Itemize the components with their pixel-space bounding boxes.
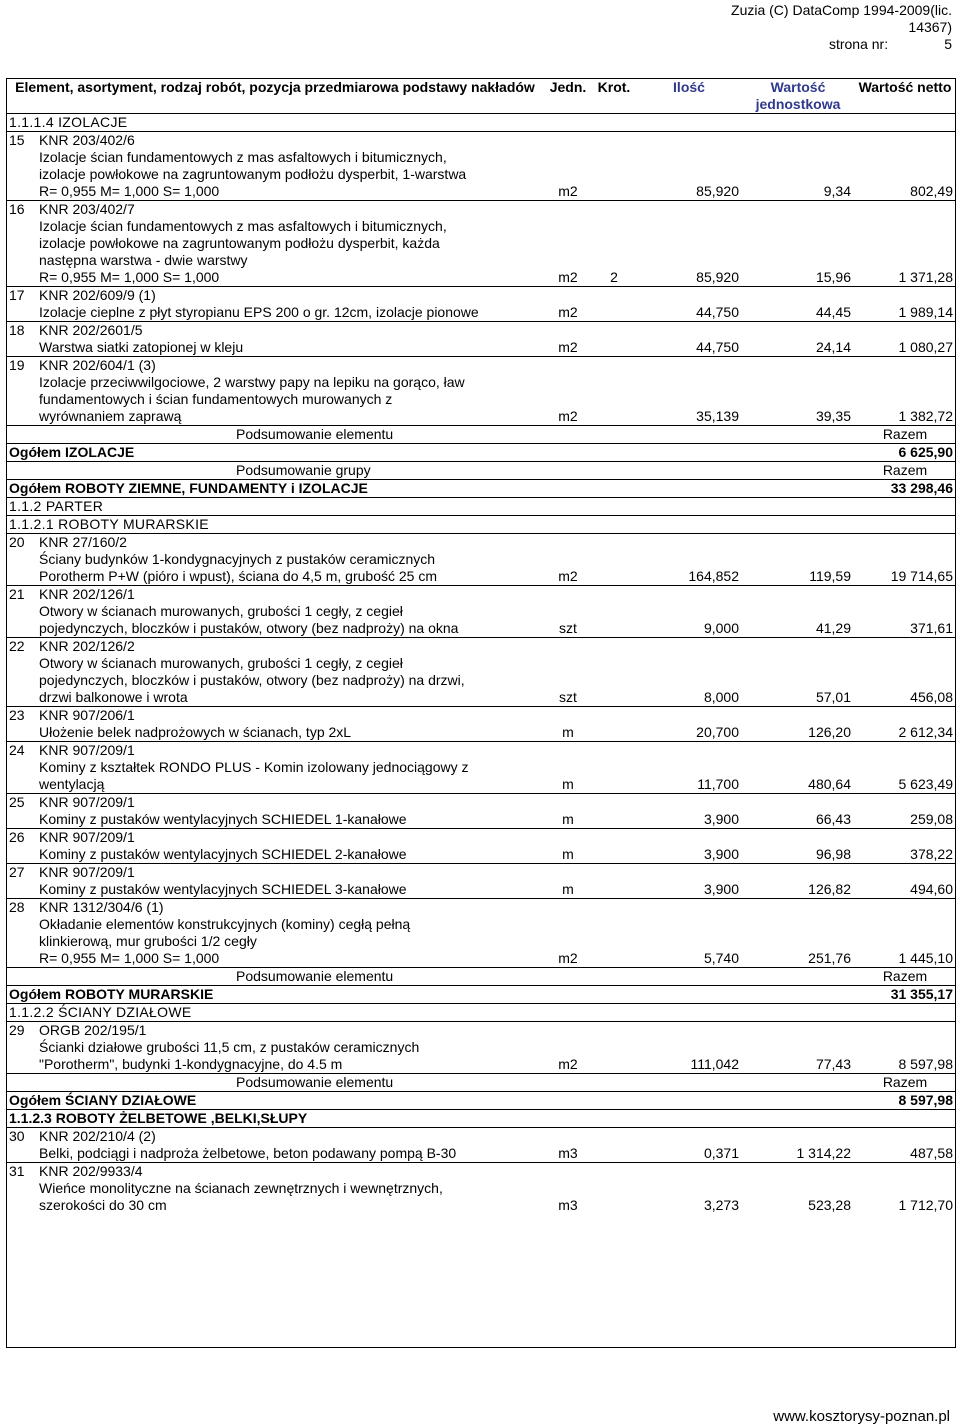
section-heading-row (6, 1004, 956, 1022)
multiplier-cell (592, 132, 636, 201)
unit-cell: m2 (544, 287, 592, 322)
net-value-cell: 802,49 (854, 132, 956, 201)
multiplier-cell (592, 707, 636, 742)
quantity-cell: 3,900 (636, 864, 742, 899)
unit-cell: m2 (544, 132, 592, 201)
unit-cell: m (544, 742, 592, 794)
quantity-cell: 3,900 (636, 794, 742, 829)
description-line: Ścianki działowe grubości 11,5 cm, z pustaków ceramicznych (39, 1039, 420, 1055)
summary-right-label: Razem (854, 462, 956, 480)
total-label: Ogółem IZOLACJE (6, 444, 854, 462)
table-row (6, 1128, 956, 1163)
net-value-cell: 1 382,72 (854, 357, 956, 426)
table-row (6, 829, 956, 864)
description-line: Ściany budynków 1-kondygnacyjnych z pustaków ceramicznych (39, 551, 436, 567)
norm-code: KNR 907/209/1 (39, 794, 135, 810)
position-number: 17 (6, 287, 36, 322)
description-line: Porotherm P+W (pióro i wpust), ściana do 4,5 m, grubość 25 cm (39, 568, 437, 584)
position-number: 25 (6, 794, 36, 829)
description-line: Izolacje ścian fundamentowych z mas asfaltowych i bitumicznych, (39, 149, 447, 165)
page-header (731, 2, 952, 53)
net-value-cell: 1 445,10 (854, 899, 956, 968)
multiplier-cell (592, 1022, 636, 1074)
section-heading-row (6, 498, 956, 516)
net-value-cell: 371,61 (854, 586, 956, 638)
col-unit-price: Wartość jednostkowa (742, 79, 854, 114)
position-description (36, 1163, 544, 1215)
summary-spacer (544, 426, 854, 444)
table-row (6, 132, 956, 201)
norm-code: KNR 202/2601/5 (39, 322, 143, 338)
position-description (36, 322, 544, 357)
summary-right-label: Razem (854, 1074, 956, 1092)
unit-cell: m2 (544, 1022, 592, 1074)
net-value-cell: 1 371,28 (854, 201, 956, 287)
table-row (6, 534, 956, 586)
quantity-cell: 3,900 (636, 829, 742, 864)
norm-code: KNR 202/126/2 (39, 638, 135, 654)
total-value: 6 625,90 (854, 444, 956, 462)
description-line: izolacje powłokowe na zagruntowanym podłożu dysperbit, każda (39, 235, 440, 251)
position-number: 24 (6, 742, 36, 794)
net-value-cell: 1 080,27 (854, 322, 956, 357)
position-number: 30 (6, 1128, 36, 1163)
total-value: 31 355,17 (854, 986, 956, 1004)
multiplier-cell (592, 586, 636, 638)
multiplier-cell (592, 287, 636, 322)
table-row (6, 638, 956, 707)
net-value-cell: 378,22 (854, 829, 956, 864)
col-krot: Krot. (592, 79, 636, 114)
description-line: Kominy z kształtek RONDO PLUS - Komin izolowany jednociągowy z (39, 759, 469, 775)
description-line: Wieńce monolityczne na ścianach zewnętrznych i wewnętrznych, (39, 1180, 443, 1196)
net-value-cell: 456,08 (854, 638, 956, 707)
table-row (6, 201, 956, 287)
total-row (6, 1092, 956, 1110)
summary-row (6, 462, 956, 480)
quantity-cell: 44,750 (636, 287, 742, 322)
total-label: Ogółem ŚCIANY DZIAŁOWE (6, 1092, 854, 1110)
table-row (6, 1163, 956, 1215)
unit-price-cell: 9,34 (742, 132, 854, 201)
description-line: pojedynczych, bloczków i pustaków, otwory (bez nadproży) na okna (39, 620, 459, 636)
section-heading: 1.1.2.2 ŚCIANY DZIAŁOWE (6, 1004, 956, 1022)
multiplier-cell: 2 (592, 201, 636, 287)
position-description (36, 357, 544, 426)
table-row (6, 707, 956, 742)
description-line: pojedynczych, bloczków i pustaków, otwory (bez nadproży) na drzwi, (39, 672, 465, 688)
table-row (6, 322, 956, 357)
norm-code: KNR 202/604/1 (3) (39, 357, 156, 373)
unit-price-cell: 77,43 (742, 1022, 854, 1074)
norm-code: KNR 202/609/9 (1) (39, 287, 156, 303)
description-line: Kominy z pustaków wentylacyjnych SCHIEDEL 1-kanałowe (39, 811, 407, 827)
unit-price-cell: 44,45 (742, 287, 854, 322)
unit-price-cell: 96,98 (742, 829, 854, 864)
norm-code: KNR 27/160/2 (39, 534, 127, 550)
multiplier-cell (592, 534, 636, 586)
description-line: Otwory w ścianach murowanych, grubości 1 cegły, z cegieł (39, 603, 403, 619)
position-description (36, 534, 544, 586)
position-number: 26 (6, 829, 36, 864)
description-line: Izolacje cieplne z płyt styropianu EPS 200 o gr. 12cm, izolacje pionowe (39, 304, 479, 320)
position-description (36, 1128, 544, 1163)
description-line: R= 0,955 M= 1,000 S= 1,000 (39, 950, 220, 966)
position-description (36, 794, 544, 829)
unit-price-cell: 126,82 (742, 864, 854, 899)
norm-code: KNR 907/209/1 (39, 829, 135, 845)
multiplier-cell (592, 864, 636, 899)
position-number: 27 (6, 864, 36, 899)
page-label: strona nr: (828, 36, 889, 52)
unit-cell: m2 (544, 534, 592, 586)
norm-code: KNR 203/402/7 (39, 201, 135, 217)
position-description (36, 829, 544, 864)
multiplier-cell (592, 638, 636, 707)
total-label: Ogółem ROBOTY MURARSKIE (6, 986, 854, 1004)
position-number: 15 (6, 132, 36, 201)
unit-price-cell: 66,43 (742, 794, 854, 829)
position-number: 28 (6, 899, 36, 968)
position-description (36, 864, 544, 899)
unit-price-cell: 126,20 (742, 707, 854, 742)
summary-label: Podsumowanie elementu (6, 426, 544, 444)
description-line: izolacje powłokowe na zagruntowanym podłożu dysperbit, 1-warstwa (39, 166, 467, 182)
quantity-cell: 3,273 (636, 1163, 742, 1215)
summary-row (6, 968, 956, 986)
quantity-cell: 20,700 (636, 707, 742, 742)
description-line: fundamentowych i ścian fundamentowych murowanych z (39, 391, 393, 407)
summary-row (6, 1074, 956, 1092)
description-line: Belki, podciągi i nadproża żelbetowe, beton podawany pompą B-30 (39, 1145, 457, 1161)
description-line: szerokości do 30 cm (39, 1197, 167, 1213)
description-line: Otwory w ścianach murowanych, grubości 1 cegły, z cegieł (39, 655, 403, 671)
net-value-cell: 8 597,98 (854, 1022, 956, 1074)
position-description (36, 638, 544, 707)
position-description (36, 899, 544, 968)
net-value-cell: 1 712,70 (854, 1163, 956, 1215)
total-row (6, 444, 956, 462)
norm-code: KNR 907/209/1 (39, 864, 135, 880)
description-line: Okładanie elementów konstrukcyjnych (kominy) cegłą pełną (39, 916, 411, 932)
net-value-cell: 5 623,49 (854, 742, 956, 794)
position-description (36, 586, 544, 638)
table-row (6, 864, 956, 899)
norm-code: KNR 202/9933/4 (39, 1163, 143, 1179)
quantity-cell: 85,920 (636, 132, 742, 201)
multiplier-cell (592, 1128, 636, 1163)
norm-code: KNR 203/402/6 (39, 132, 135, 148)
net-value-cell: 1 989,14 (854, 287, 956, 322)
quantity-cell: 35,139 (636, 357, 742, 426)
unit-cell: m (544, 829, 592, 864)
description-line: drzwi balkonowe i wrota (39, 689, 188, 705)
description-line: Kominy z pustaków wentylacyjnych SCHIEDEL 2-kanałowe (39, 846, 407, 862)
quantity-cell: 8,000 (636, 638, 742, 707)
summary-label: Podsumowanie elementu (6, 1074, 544, 1092)
unit-price-cell: 24,14 (742, 322, 854, 357)
summary-row (6, 426, 956, 444)
unit-price-cell: 480,64 (742, 742, 854, 794)
description-line: klinkierową, mur grubości 1/2 cegły (39, 933, 257, 949)
quantity-cell: 85,920 (636, 201, 742, 287)
total-row (6, 480, 956, 498)
unit-price-cell: 251,76 (742, 899, 854, 968)
table-row (6, 287, 956, 322)
position-description (36, 201, 544, 287)
unit-cell: m2 (544, 322, 592, 357)
column-header-row (6, 79, 956, 114)
cost-table (6, 78, 956, 1214)
position-number: 21 (6, 586, 36, 638)
multiplier-cell (592, 899, 636, 968)
description-line: następna warstwa - dwie warstwy (39, 252, 248, 268)
summary-right-label: Razem (854, 426, 956, 444)
unit-cell: m2 (544, 201, 592, 287)
summary-label: Podsumowanie grupy (6, 462, 544, 480)
position-description (36, 707, 544, 742)
unit-cell: szt (544, 586, 592, 638)
col-net: Wartość netto (854, 79, 956, 114)
section-heading-row (6, 516, 956, 534)
description-line: R= 0,955 M= 1,000 S= 1,000 (39, 269, 220, 285)
position-number: 29 (6, 1022, 36, 1074)
unit-cell: m3 (544, 1163, 592, 1215)
description-line: Izolacje przeciwwilgociowe, 2 warstwy papy na lepiku na gorąco, ław (39, 374, 465, 390)
summary-spacer (544, 968, 854, 986)
multiplier-cell (592, 742, 636, 794)
summary-right-label: Razem (854, 968, 956, 986)
position-description (36, 287, 544, 322)
position-number: 19 (6, 357, 36, 426)
net-value-cell: 494,60 (854, 864, 956, 899)
position-description (36, 742, 544, 794)
section-heading-row (6, 1110, 956, 1128)
quantity-cell: 9,000 (636, 586, 742, 638)
position-description (36, 1022, 544, 1074)
position-number: 20 (6, 534, 36, 586)
description-line: Ułożenie belek nadprożowych w ścianach, typ 2xL (39, 724, 352, 740)
section-heading: 1.1.1.4 IZOLACJE (6, 114, 956, 132)
unit-cell: m (544, 794, 592, 829)
quantity-cell: 11,700 (636, 742, 742, 794)
summary-spacer (544, 1074, 854, 1092)
page-number: 5 (944, 36, 952, 52)
net-value-cell: 2 612,34 (854, 707, 956, 742)
col-desc: Element, asortyment, rodzaj robót, pozycja przedmiarowa podstawy nakładów (6, 79, 544, 114)
norm-code: KNR 202/210/4 (2) (39, 1128, 156, 1144)
unit-price-cell: 523,28 (742, 1163, 854, 1215)
norm-code: KNR 1312/304/6 (1) (39, 899, 164, 915)
unit-cell: m3 (544, 1128, 592, 1163)
unit-cell: m (544, 864, 592, 899)
table-row (6, 357, 956, 426)
table-body (6, 114, 956, 1215)
multiplier-cell (592, 829, 636, 864)
col-unit: Jedn. (544, 79, 592, 114)
page-number-line (731, 36, 952, 53)
software-line-2: 14367) (908, 19, 952, 35)
table-row (6, 742, 956, 794)
unit-cell: m2 (544, 357, 592, 426)
quantity-cell: 111,042 (636, 1022, 742, 1074)
description-line: "Porotherm", budynki 1-kondygnacyjne, do 4.5 m (39, 1056, 343, 1072)
unit-price-cell: 57,01 (742, 638, 854, 707)
norm-code: KNR 907/206/1 (39, 707, 135, 723)
quantity-cell: 164,852 (636, 534, 742, 586)
unit-cell: szt (544, 638, 592, 707)
norm-code: KNR 202/126/1 (39, 586, 135, 602)
description-line: wentylacją (39, 776, 105, 792)
total-label: Ogółem ROBOTY ZIEMNE, FUNDAMENTY i IZOLACJE (6, 480, 854, 498)
table-row (6, 794, 956, 829)
norm-code: ORGB 202/195/1 (39, 1022, 147, 1038)
description-line: R= 0,955 M= 1,000 S= 1,000 (39, 183, 220, 199)
unit-price-cell: 1 314,22 (742, 1128, 854, 1163)
unit-price-cell: 119,59 (742, 534, 854, 586)
position-number: 31 (6, 1163, 36, 1215)
unit-price-cell: 41,29 (742, 586, 854, 638)
unit-price-cell: 15,96 (742, 201, 854, 287)
multiplier-cell (592, 1163, 636, 1215)
net-value-cell: 19 714,65 (854, 534, 956, 586)
table-row (6, 586, 956, 638)
software-line-1: Zuzia (C) DataComp 1994-2009(lic. (731, 2, 952, 18)
position-number: 18 (6, 322, 36, 357)
net-value-cell: 487,58 (854, 1128, 956, 1163)
summary-spacer (544, 462, 854, 480)
unit-cell: m (544, 707, 592, 742)
position-number: 22 (6, 638, 36, 707)
multiplier-cell (592, 794, 636, 829)
position-number: 23 (6, 707, 36, 742)
position-description (36, 132, 544, 201)
description-line: Kominy z pustaków wentylacyjnych SCHIEDEL 3-kanałowe (39, 881, 407, 897)
quantity-cell: 5,740 (636, 899, 742, 968)
footer-url: www.kosztorysy-poznan.pl (773, 1408, 950, 1425)
net-value-cell: 259,08 (854, 794, 956, 829)
multiplier-cell (592, 357, 636, 426)
total-value: 8 597,98 (854, 1092, 956, 1110)
unit-price-cell: 39,35 (742, 357, 854, 426)
table-row (6, 899, 956, 968)
norm-code: KNR 907/209/1 (39, 742, 135, 758)
total-row (6, 986, 956, 1004)
unit-cell: m2 (544, 899, 592, 968)
quantity-cell: 0,371 (636, 1128, 742, 1163)
description-line: Izolacje ścian fundamentowych z mas asfaltowych i bitumicznych, (39, 218, 447, 234)
quantity-cell: 44,750 (636, 322, 742, 357)
table-row (6, 1022, 956, 1074)
section-heading: 1.1.2.1 ROBOTY MURARSKIE (6, 516, 956, 534)
description-line: Warstwa siatki zatopionej w kleju (39, 339, 244, 355)
section-heading-row (6, 114, 956, 132)
multiplier-cell (592, 322, 636, 357)
col-qty: Ilość (636, 79, 742, 114)
section-heading: 1.1.2.3 ROBOTY ŻELBETOWE ,BELKI,SŁUPY (6, 1110, 956, 1128)
summary-label: Podsumowanie elementu (6, 968, 544, 986)
total-value: 33 298,46 (854, 480, 956, 498)
description-line: wyrównaniem zaprawą (39, 408, 182, 424)
section-heading: 1.1.2 PARTER (6, 498, 956, 516)
position-number: 16 (6, 201, 36, 287)
